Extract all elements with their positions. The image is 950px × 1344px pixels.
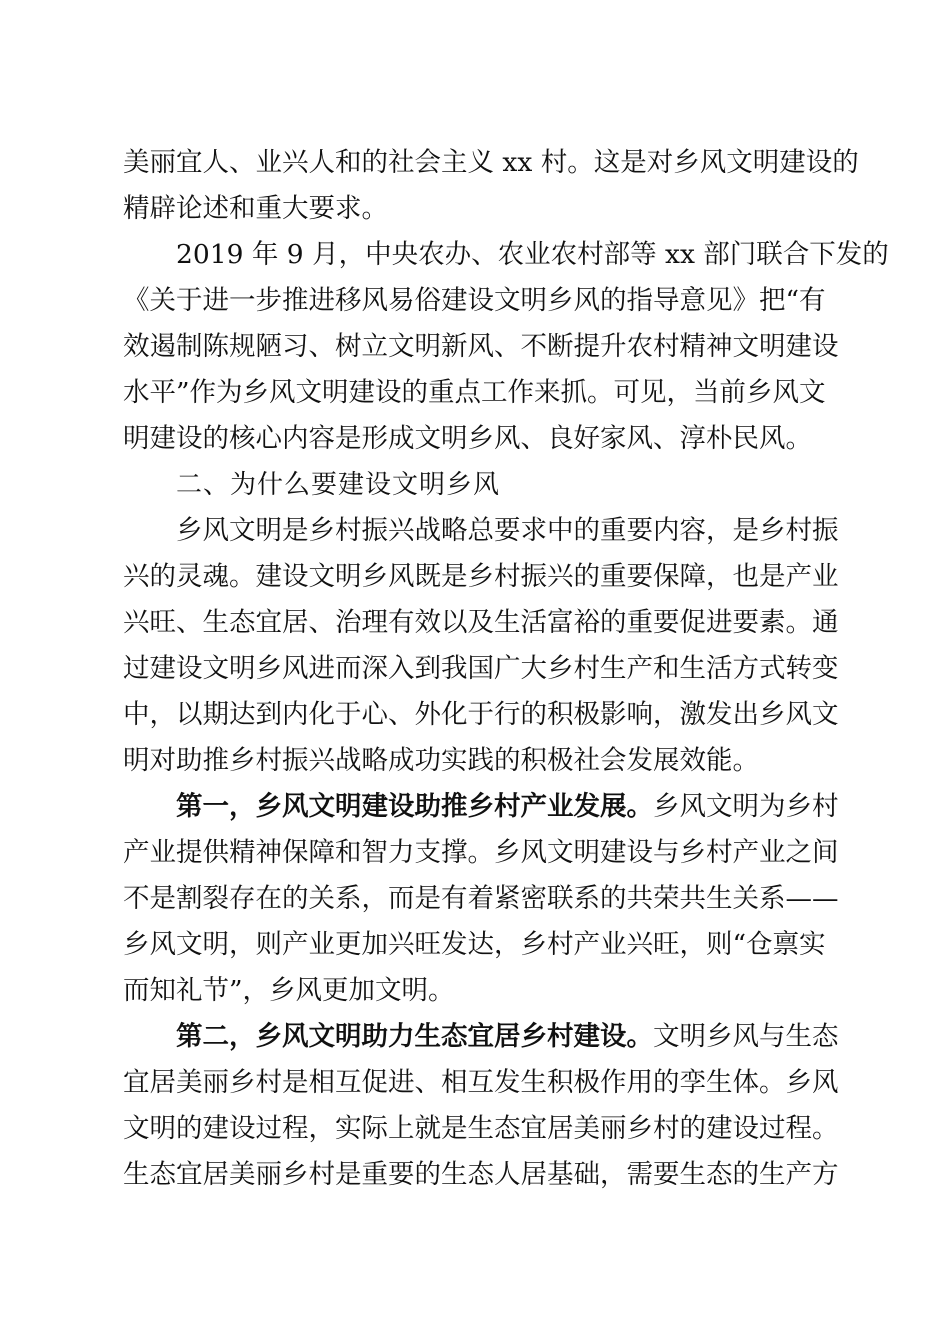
section-heading <box>123 462 825 508</box>
paragraph-line-rest: 文明乡风与生态 <box>653 1021 839 1052</box>
paragraph-line: 2019 年 9 月，中央农办、农业农村部等 xx 部门联合下发的 <box>176 239 889 270</box>
paragraph-line: 生态宜居美丽乡村是重要的生态人居基础，需要生态的生产方 <box>123 1159 839 1190</box>
section-heading-text: 二、为什么要建设文明乡风 <box>176 470 501 500</box>
paragraph-line: 乡风文明，则产业更加兴旺发达，乡村产业兴旺，则“仓禀实 <box>123 929 826 960</box>
paragraph-line: 而知礼节”，乡风更加文明。 <box>123 975 455 1006</box>
paragraph-3 <box>123 508 839 784</box>
paragraph-line: 中，以期达到内化于心、外化于行的积极影响，激发出乡风文 <box>123 699 839 730</box>
paragraph-lead: 第二，乡风文明助力生态宜居乡村建设。 <box>176 1021 653 1052</box>
paragraph-5 <box>123 1014 839 1198</box>
paragraph-line: 明对助推乡村振兴战略成功实践的积极社会发展效能。 <box>123 745 759 776</box>
paragraph-2 <box>123 232 889 462</box>
paragraph-line: 兴的灵魂。建设文明乡风既是乡村振兴的重要保障，也是产业 <box>123 561 839 592</box>
paragraph-line: 效遏制陈规陋习、树立文明新风、不断提升农村精神文明建设 <box>123 331 839 362</box>
paragraph-line: 兴旺、生态宜居、治理有效以及生活富裕的重要促进要素。通 <box>123 607 839 638</box>
paragraph-1 <box>123 140 859 232</box>
paragraph-line-rest: 乡风文明为乡村 <box>653 791 839 822</box>
paragraph-line <box>123 1014 839 1060</box>
paragraph-line: 明建设的核心内容是形成文明乡风、良好家风、淳朴民风。 <box>123 423 812 454</box>
paragraph-line <box>123 784 839 830</box>
paragraph-line: 美丽宜人、业兴人和的社会主义 xx 村。这是对乡风文明建设的 <box>123 147 859 178</box>
document-body <box>123 140 889 1198</box>
paragraph-line: 《关于进一步推进移风易俗建设文明乡风的指导意见》把“有 <box>123 285 826 316</box>
paragraph-line: 精辟论述和重大要求。 <box>123 193 388 224</box>
paragraph-line: 乡风文明是乡村振兴战略总要求中的重要内容，是乡村振 <box>176 515 839 546</box>
paragraph-line: 水平”作为乡风文明建设的重点工作来抓。可见，当前乡风文 <box>123 377 826 408</box>
paragraph-line: 产业提供精神保障和智力支撑。乡风文明建设与乡村产业之间 <box>123 837 839 868</box>
paragraph-line: 过建设文明乡风进而深入到我国广大乡村生产和生活方式转变 <box>123 653 839 684</box>
paragraph-4 <box>123 784 839 1014</box>
paragraph-line: 文明的建设过程，实际上就是生态宜居美丽乡村的建设过程。 <box>123 1113 839 1144</box>
paragraph-line: 不是割裂存在的关系，而是有着紧密联系的共荣共生关系—— <box>123 883 839 914</box>
paragraph-line: 宜居美丽乡村是相互促进、相互发生积极作用的孪生体。乡风 <box>123 1067 839 1098</box>
paragraph-lead: 第一，乡风文明建设助推乡村产业发展。 <box>176 791 653 822</box>
